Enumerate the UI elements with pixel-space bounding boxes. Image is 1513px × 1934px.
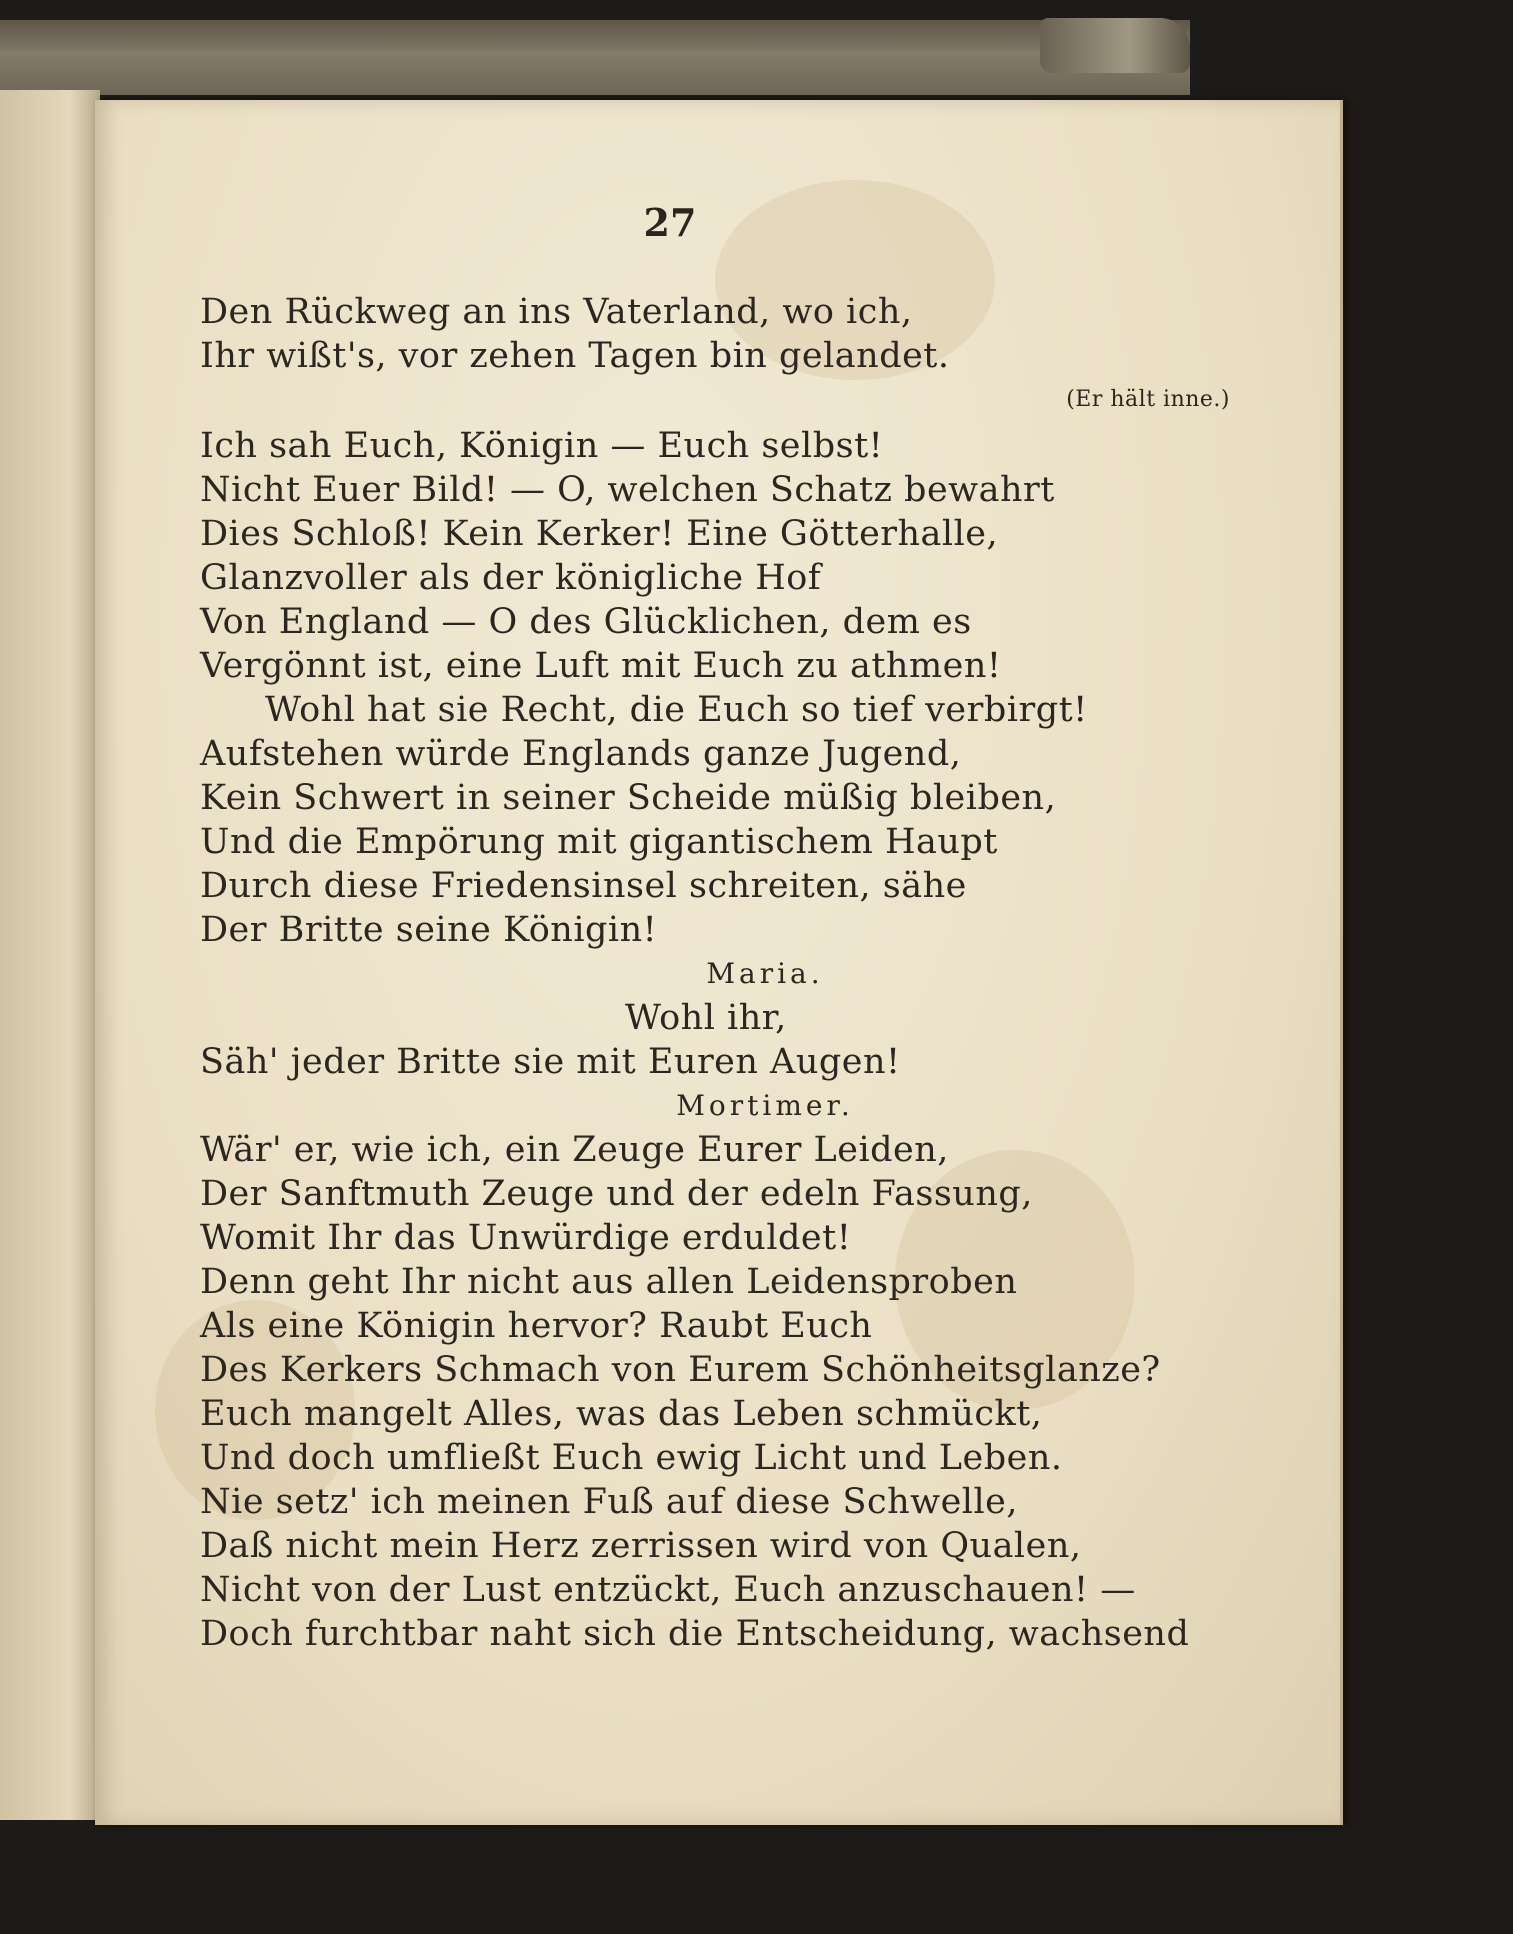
verse-line: Als eine Königin hervor? Raubt Euch [200, 1306, 873, 1346]
verse-line: Wohl ihr, [625, 998, 787, 1038]
verse-line: Aufstehen würde Englands ganze Jugend, [200, 734, 962, 774]
verse-line: Glanzvoller als der königliche Hof [200, 558, 822, 598]
verse-line: Nicht Euer Bild! — O, welchen Schatz bewahrt [200, 470, 1055, 510]
stage-direction: (Er hält inne.) [1066, 387, 1230, 412]
verse-line: Des Kerkers Schmach von Eurem Schönheitsglanze? [200, 1350, 1161, 1390]
verse-line: Der Sanftmuth Zeuge und der edeln Fassung, [200, 1174, 1033, 1214]
verse-line: Der Britte seine Königin! [200, 910, 658, 950]
verse-line: Denn geht Ihr nicht aus allen Leidensproben [200, 1262, 1018, 1302]
worn-binding-corner [1040, 18, 1190, 73]
verse-line: Ich sah Euch, Königin — Euch selbst! [200, 426, 884, 466]
verse-line: Durch diese Friedensinsel schreiten, sähe [200, 866, 967, 906]
verse-line: Ihr wißt's, vor zehen Tagen bin gelandet. [200, 336, 950, 376]
page-number: 27 [643, 200, 697, 245]
verse-line: Vergönnt ist, eine Luft mit Euch zu athmen! [200, 646, 1002, 686]
verse-line: Säh' jeder Britte sie mit Euren Augen! [200, 1042, 901, 1082]
verse-line: Euch mangelt Alles, was das Leben schmückt, [200, 1394, 1043, 1434]
verse-line: Nie setz' ich meinen Fuß auf diese Schwelle, [200, 1482, 1019, 1522]
speaker-name: Mortimer. [676, 1089, 854, 1122]
verse-line: Wohl hat sie Recht, die Euch so tief verbirgt! [265, 690, 1088, 730]
verse-text-block [200, 290, 1250, 1656]
verse-line: Kein Schwert in seiner Scheide müßig bleiben, [200, 778, 1057, 818]
verse-line: Doch furchtbar naht sich die Entscheidung, wachsend [200, 1614, 1190, 1654]
verse-line: Und die Empörung mit gigantischem Haupt [200, 822, 998, 862]
verse-line: Und doch umfließt Euch ewig Licht und Leben. [200, 1438, 1063, 1478]
facing-page-edge [0, 90, 100, 1820]
verse-line: Von England — O des Glücklichen, dem es [200, 602, 972, 642]
verse-line: Wär' er, wie ich, ein Zeuge Eurer Leiden, [200, 1130, 949, 1170]
book-top-edge [0, 20, 1190, 95]
verse-line: Womit Ihr das Unwürdige erduldet! [200, 1218, 852, 1258]
verse-line: Den Rückweg an ins Vaterland, wo ich, [200, 292, 913, 332]
verse-line: Nicht von der Lust entzückt, Euch anzuschauen! — [200, 1570, 1136, 1610]
speaker-name: Maria. [706, 957, 824, 990]
verse-line: Dies Schloß! Kein Kerker! Eine Götterhalle, [200, 514, 999, 554]
verse-line: Daß nicht mein Herz zerrissen wird von Qualen, [200, 1526, 1082, 1566]
